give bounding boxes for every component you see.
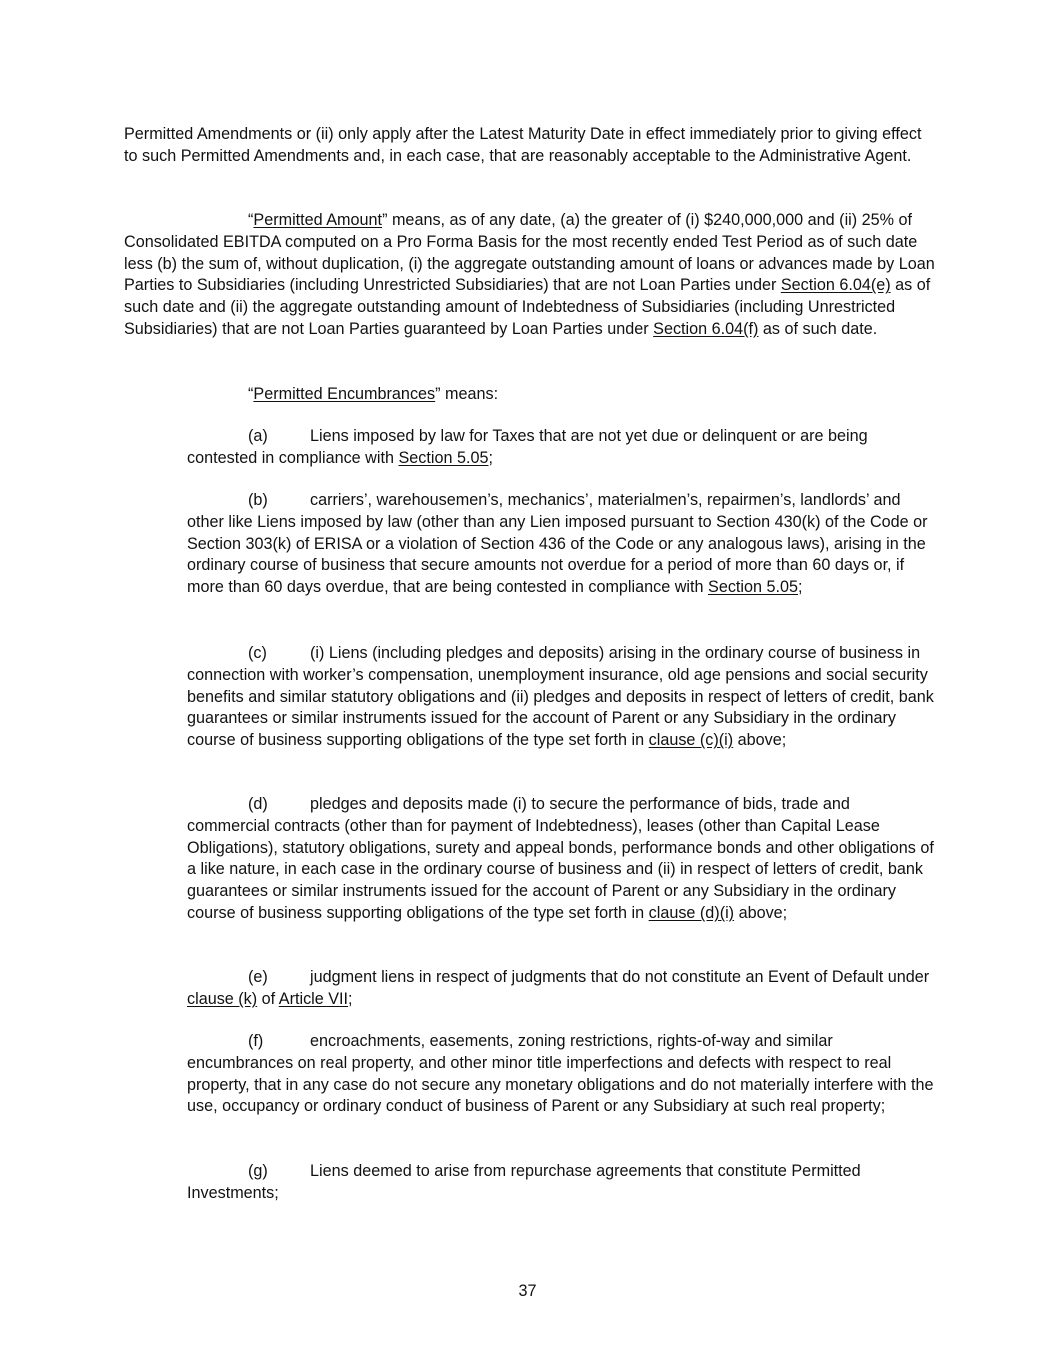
cross-reference: Section 6.04(f) xyxy=(653,319,759,338)
page-number: 37 xyxy=(518,1282,537,1300)
permitted-amount-definition xyxy=(124,210,936,341)
list-item-a xyxy=(187,426,937,470)
open-quote: “ xyxy=(248,385,254,403)
permitted-encumbrances-definition xyxy=(124,384,936,406)
intro-paragraph: Permitted Amendments or (ii) only apply after the Latest Maturity Date in effect immediately prior to giving effect to such Permitted Amendments and, in each case, that are reasonably acceptable to the Administrative Agent. xyxy=(124,125,922,165)
item-text: above; xyxy=(734,903,788,922)
list-item-g xyxy=(187,1161,937,1205)
cross-reference: Section 5.05 xyxy=(398,448,489,467)
cross-reference: Section 6.04(e) xyxy=(780,276,891,295)
item-label: (f) xyxy=(248,1032,264,1050)
definition-text: as of such date. xyxy=(758,319,878,338)
item-text: pledges and deposits made (i) to secure the performance of bids, trade and commercial contracts (other than for payment of Indebtedness), leases (other than Capital Lease Obligations), statutory obligations, surety and appeal bonds, performance bonds and other obligations of a like nature, in each case in the ordinary course of business and (ii) in respect of letters of credit, bank guarantees or similar instruments issued for the account of Parent or any Subsidiary in the ordinary course of business supporting obligations of the type set forth in xyxy=(187,795,934,922)
list-item-b xyxy=(187,490,937,599)
item-label: (a) xyxy=(248,427,268,445)
cross-reference: clause (c)(i) xyxy=(648,731,734,750)
item-text: judgment liens in respect of judgments that do not constitute an Event of Default under xyxy=(310,968,930,986)
item-text: ; xyxy=(798,578,803,597)
cross-reference: Article VII xyxy=(278,989,349,1008)
open-quote: “ xyxy=(248,211,254,229)
item-text: above; xyxy=(733,731,787,750)
list-item-e xyxy=(187,967,937,1011)
definition-text: as of such date and (ii) the aggregate outstanding amount of Indebtedness of Subsidiaries (including Unrestricted Subsidiaries) that are not Loan Parties guaranteed by Loan Parties under xyxy=(124,276,931,338)
defined-term-permitted-encumbrances: Permitted Encumbrances xyxy=(253,385,436,403)
item-text: Liens deemed to arise from repurchase agreements that constitute Permitted Investments; xyxy=(187,1162,861,1202)
item-text: ; xyxy=(488,448,493,467)
definition-text: means, as of any date, (a) the greater of (i) $240,000,000 and (ii) 25% of Consolidated EBITDA computed on a Pro Forma Basis for the most recently ended Test Period as of such date less (b) the sum of, without duplication, (i) the aggregate outstanding amount of loans or advances made by Loan Parties to Subsidiaries (including Unrestricted Subsidiaries) that are not Loan Parties under xyxy=(124,211,935,295)
close-quote: ” xyxy=(435,385,441,403)
item-label: (b) xyxy=(248,491,268,509)
item-text: (i) Liens (including pledges and deposits) arising in the ordinary course of business in connection with worker’s compensation, unemployment insurance, old age pensions and social security benefits and similar statutory obligations and (ii) pledges and deposits in respect of letters of credit, bank guarantees or similar instruments issued for the account of Parent or any Subsidiary in the ordinary course of business supporting obligations of the type set forth in xyxy=(187,644,934,750)
item-text: encroachments, easements, zoning restrictions, rights-of-way and similar encumbrances on real property, and other minor title imperfections and defects with respect to real property, that in any case do not secure any monetary obligations and do not materially interfere with the use, occupancy or ordinary conduct of business of Parent or any Subsidiary at such real property; xyxy=(187,1032,934,1116)
list-item-c xyxy=(187,643,937,752)
defined-term-permitted-amount: Permitted Amount xyxy=(253,211,383,229)
item-text: of xyxy=(257,989,279,1008)
list-item-f xyxy=(187,1031,937,1118)
cross-reference: clause (k) xyxy=(187,989,258,1008)
item-label: (d) xyxy=(248,795,268,813)
list-item-d xyxy=(187,794,937,925)
close-quote: ” xyxy=(382,211,388,229)
item-text: carriers’, warehousemen’s, mechanics’, materialmen’s, repairmen’s, landlords’ and other like Liens imposed by law (other than any Lien imposed pursuant to Section 430(k) of the Code or Section 303(k) of ERISA or a violation of Section 436 of the Code or any analogous laws), arising in the ordinary course of business that secure amounts not overdue for a period of more than 60 days or, if more than 60 days overdue, that are being contested in compliance with xyxy=(187,491,928,597)
definition-text: means: xyxy=(440,385,499,403)
item-label: (c) xyxy=(248,644,267,662)
cross-reference: Section 5.05 xyxy=(708,578,799,597)
item-text: Liens imposed by law for Taxes that are not yet due or delinquent or are being contested in compliance with xyxy=(187,427,868,467)
item-text: ; xyxy=(348,989,353,1008)
item-label: (e) xyxy=(248,968,268,986)
cross-reference: clause (d)(i) xyxy=(648,903,735,922)
item-label: (g) xyxy=(248,1162,268,1180)
